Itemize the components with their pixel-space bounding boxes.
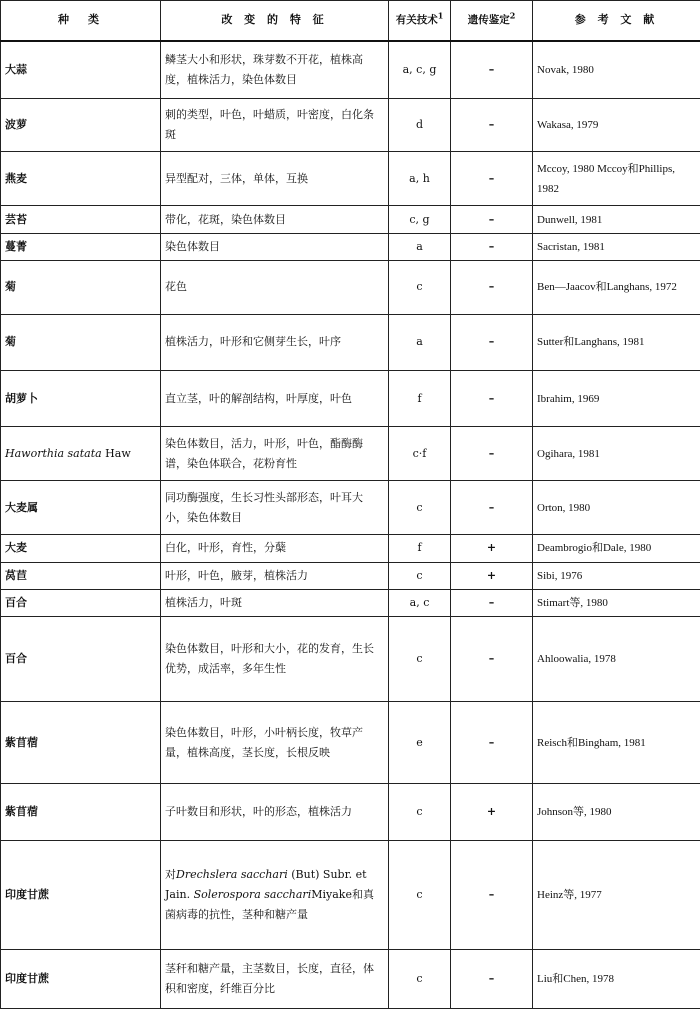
features-cell: 植株活力，叶斑 xyxy=(161,589,389,616)
species-cell: 胡萝卜 xyxy=(1,370,161,426)
features-cell: 异型配对，三体，单体，互换 xyxy=(161,152,389,206)
features-cell: 染色体数目，活力，叶形，叶色，酯酶酶谱，染色体联合，花粉育性 xyxy=(161,427,389,481)
header-genetic-sup: 2 xyxy=(509,10,516,21)
species-cell: 波萝 xyxy=(1,99,161,152)
features-cell: 子叶数目和形状，叶的形态，植株活力 xyxy=(161,784,389,841)
features-text: (But) Subr. et Jain. xyxy=(165,868,367,902)
ref-cell: Novak, 1980 xyxy=(533,41,700,99)
species-cell: 印度甘蔗 xyxy=(1,949,161,1008)
species-cell: 印度甘蔗 xyxy=(1,841,161,949)
species-cell: 紫苜蓿 xyxy=(1,784,161,841)
species-cell xyxy=(1,427,161,481)
tech-cell: c xyxy=(389,616,451,701)
tech-cell: c xyxy=(389,949,451,1008)
features-cell: 直立茎，叶的解剖结构，叶厚度，叶色 xyxy=(161,370,389,426)
table-row xyxy=(1,949,700,1008)
features-text: Miyake和真菌病毒的抗性，茎种和糖产量 xyxy=(165,888,374,922)
features-cell: 花色 xyxy=(161,260,389,314)
table-row xyxy=(1,99,700,152)
genetic-cell: – xyxy=(451,99,533,152)
species-cell: 蔓菁 xyxy=(1,233,161,260)
tech-cell: f xyxy=(389,370,451,426)
species-cell: 莴苣 xyxy=(1,562,161,589)
ref-cell: Ibrahim, 1969 xyxy=(533,370,700,426)
genetic-cell: – xyxy=(451,427,533,481)
table-row xyxy=(1,314,700,370)
species-cell: 百合 xyxy=(1,616,161,701)
tech-cell: e xyxy=(389,701,451,783)
ref-cell: Sibi, 1976 xyxy=(533,562,700,589)
table-row xyxy=(1,152,700,206)
genetic-cell: – xyxy=(451,701,533,783)
features-cell: 白化，叶形，育性，分蘖 xyxy=(161,535,389,562)
tech-cell: a, c xyxy=(389,589,451,616)
table-row xyxy=(1,616,700,701)
tech-cell: c xyxy=(389,784,451,841)
ref-cell: Ogihara, 1981 xyxy=(533,427,700,481)
tech-cell: c, g xyxy=(389,206,451,233)
table-row xyxy=(1,784,700,841)
species-cell: 紫苜蓿 xyxy=(1,701,161,783)
species-cell: 燕麦 xyxy=(1,152,161,206)
table-row xyxy=(1,233,700,260)
tech-cell: d xyxy=(389,99,451,152)
ref-cell: Sutter和Langhans, 1981 xyxy=(533,314,700,370)
genetic-cell: – xyxy=(451,616,533,701)
tech-cell: c xyxy=(389,260,451,314)
header-genetic xyxy=(451,1,533,41)
features-italic: Drechslera sacchari xyxy=(176,868,288,882)
ref-cell: Johnson等, 1980 xyxy=(533,784,700,841)
table-row xyxy=(1,841,700,949)
genetic-cell: + xyxy=(451,562,533,589)
species-cell: 百合 xyxy=(1,589,161,616)
table-row xyxy=(1,427,700,481)
ref-cell: Deambrogio和Dale, 1980 xyxy=(533,535,700,562)
features-italic: Solerospora sacchari xyxy=(193,888,312,902)
features-cell: 茎秆和糖产量，主茎数目，长度，直径，体积和密度，纤维百分比 xyxy=(161,949,389,1008)
genetic-cell: – xyxy=(451,370,533,426)
tech-cell: a xyxy=(389,314,451,370)
tech-cell: a, c, g xyxy=(389,41,451,99)
features-cell: 带化，花斑，染色体数目 xyxy=(161,206,389,233)
genetic-cell: – xyxy=(451,41,533,99)
genetic-cell: – xyxy=(451,260,533,314)
species-cell: 菊 xyxy=(1,260,161,314)
genetic-cell: – xyxy=(451,481,533,535)
header-tech-sup: 1 xyxy=(437,10,444,21)
species-author: Haw xyxy=(101,446,131,460)
ref-cell: Reisch和Bingham, 1981 xyxy=(533,701,700,783)
ref-cell: Ben—Jaacov和Langhans, 1972 xyxy=(533,260,700,314)
genetic-cell: – xyxy=(451,314,533,370)
table-row xyxy=(1,701,700,783)
species-cell: 大麦 xyxy=(1,535,161,562)
ref-cell: Dunwell, 1981 xyxy=(533,206,700,233)
header-species: 种 类 xyxy=(1,1,161,41)
tech-cell: a xyxy=(389,233,451,260)
features-cell: 染色体数目 xyxy=(161,233,389,260)
header-features: 改 变 的 特 征 xyxy=(161,1,389,41)
table-row xyxy=(1,535,700,562)
features-cell: 刺的类型，叶色，叶蜡质，叶密度，白化条斑 xyxy=(161,99,389,152)
ref-cell: Orton, 1980 xyxy=(533,481,700,535)
genetic-cell: + xyxy=(451,535,533,562)
species-cell: 芸苔 xyxy=(1,206,161,233)
table-row xyxy=(1,260,700,314)
features-cell: 植株活力，叶形和它侧芽生长，叶序 xyxy=(161,314,389,370)
header-row xyxy=(1,1,700,41)
ref-cell: Mccoy, 1980 Mccoy和Phillips, 1982 xyxy=(533,152,700,206)
features-cell: 叶形，叶色，腋芽，植株活力 xyxy=(161,562,389,589)
ref-cell: Wakasa, 1979 xyxy=(533,99,700,152)
header-refs: 参 考 文 献 xyxy=(533,1,700,41)
features-cell: 染色体数目，叶形和大小，花的发育，生长优势，成活率，多年生性 xyxy=(161,616,389,701)
ref-cell: Sacristan, 1981 xyxy=(533,233,700,260)
tech-cell: c xyxy=(389,562,451,589)
features-text: 对 xyxy=(165,868,176,882)
tech-cell: c xyxy=(389,841,451,949)
features-cell: 同功酶强度，生长习性头部形态，叶耳大小，染色体数目 xyxy=(161,481,389,535)
ref-cell: Stimart等, 1980 xyxy=(533,589,700,616)
species-cell: 大蒜 xyxy=(1,41,161,99)
table-row xyxy=(1,562,700,589)
tech-cell: f xyxy=(389,535,451,562)
features-cell: 鳞茎大小和形状，珠芽数不开花，植株高度，植株活力，染色体数目 xyxy=(161,41,389,99)
header-genetic-label: 遗传鉴定 xyxy=(467,14,510,27)
genetic-cell: – xyxy=(451,949,533,1008)
header-tech-label: 有关技术 xyxy=(395,14,438,27)
genetic-cell: + xyxy=(451,784,533,841)
genetic-cell: – xyxy=(451,589,533,616)
table-row xyxy=(1,370,700,426)
ref-cell: Heinz等, 1977 xyxy=(533,841,700,949)
table-row xyxy=(1,481,700,535)
table-row xyxy=(1,206,700,233)
tech-cell: c·f xyxy=(389,427,451,481)
species-italic: Haworthia satata xyxy=(5,446,102,460)
tech-cell: a, h xyxy=(389,152,451,206)
ref-cell: Liu和Chen, 1978 xyxy=(533,949,700,1008)
species-cell: 大麦属 xyxy=(1,481,161,535)
header-tech xyxy=(389,1,451,41)
features-cell: 染色体数目，叶形，小叶柄长度，牧草产量，植株高度，茎长度，长根反映 xyxy=(161,701,389,783)
species-cell: 菊 xyxy=(1,314,161,370)
tech-cell: c xyxy=(389,481,451,535)
features-cell xyxy=(161,841,389,949)
genetic-cell: – xyxy=(451,233,533,260)
table-row xyxy=(1,41,700,99)
genetic-cell: – xyxy=(451,152,533,206)
table-row xyxy=(1,589,700,616)
genetic-cell: – xyxy=(451,841,533,949)
genetic-cell: – xyxy=(451,206,533,233)
ref-cell: Ahloowalia, 1978 xyxy=(533,616,700,701)
